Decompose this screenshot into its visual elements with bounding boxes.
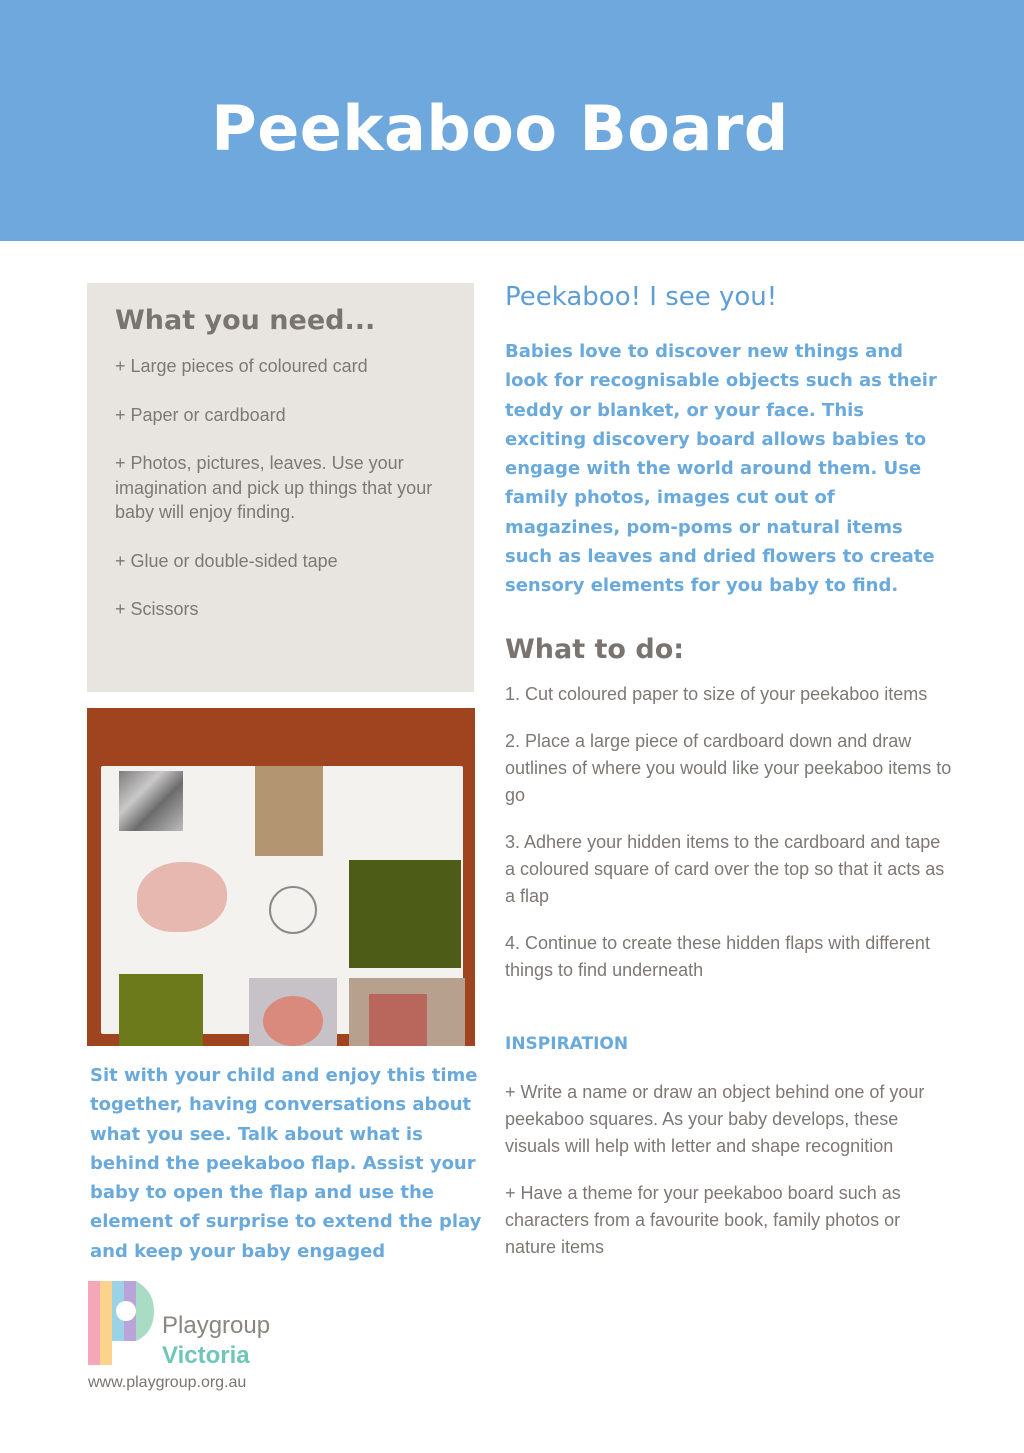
burlap-picture [369,994,427,1046]
step-item: 1. Cut coloured paper to size of your peekaboo items [505,684,928,704]
foil-flap [119,771,183,831]
intro-paragraph: Babies love to discover new things and look for recognisable objects such as their teddy or blanket, or your face. This exciting discovery board allows babies to engage with the world around them. Use family photos, images cut out of magazines, pom-poms or natural items such as leaves and dried flowers to create sensory elements for you baby to find. [505,341,937,597]
intro-heading: Peekaboo! I see you! [505,282,778,312]
step-item: 2. Place a large piece of cardboard down and draw outlines of where you would like your peekaboo items to go [505,731,952,805]
inspiration-item: + Have a theme for your peekaboo board such as characters from a favourite book, family photos or nature items [505,1183,901,1257]
step-item: 3. Adhere your hidden items to the cardboard and tape a coloured square of card over the top so that it acts as a flap [505,832,945,906]
page-title: Peekaboo Board [211,92,789,165]
what-you-need-box [87,283,474,692]
peekaboo-board-photo [87,708,475,1046]
teddy-drawing [269,886,317,934]
list-item: + Scissors [115,599,199,619]
brand-name-line2: Victoria [162,1342,250,1369]
list-item: + Large pieces of coloured card [115,356,368,376]
inspiration-heading: INSPIRATION [505,1034,629,1054]
inspiration-item: + Write a name or draw an object behind one of your peekaboo squares. As your baby develops, these visuals will help with letter and shape recognition [505,1082,925,1156]
what-you-need-heading: What you need... [115,305,376,336]
steps-list [505,681,953,1004]
step-item: 4. Continue to create these hidden flaps with different things to find underneath [505,933,930,980]
inspiration-list [505,1079,945,1281]
sit-paragraph: Sit with your child and enjoy this time together, having conversations about what you see. Talk about what is behind the peekaboo flap. Assist your baby to open the flap and use the element of surprise to extend the play and keep your baby engaged [90,1065,482,1262]
list-item: + Glue or double-sided tape [115,550,338,571]
website-url: www.playgroup.org.au [88,1374,247,1391]
page-header [0,0,1024,241]
what-to-do-heading: What to do: [505,634,685,665]
materials-list [115,354,474,622]
green-flap [349,860,461,968]
green-foil-flap [119,974,203,1046]
photo-paper-sheet [101,766,463,1034]
brand-name-line1: Playgroup [162,1312,271,1339]
list-item: + Paper or cardboard [115,404,286,425]
rose-petals [137,862,227,932]
list-item: + Photos, pictures, leaves. Use your imagination and pick up things that your baby will enjoy finding. [115,453,433,522]
playgroup-logo-icon [88,1281,154,1365]
paper-bag-flap [255,766,323,856]
cake-detail [263,996,323,1046]
